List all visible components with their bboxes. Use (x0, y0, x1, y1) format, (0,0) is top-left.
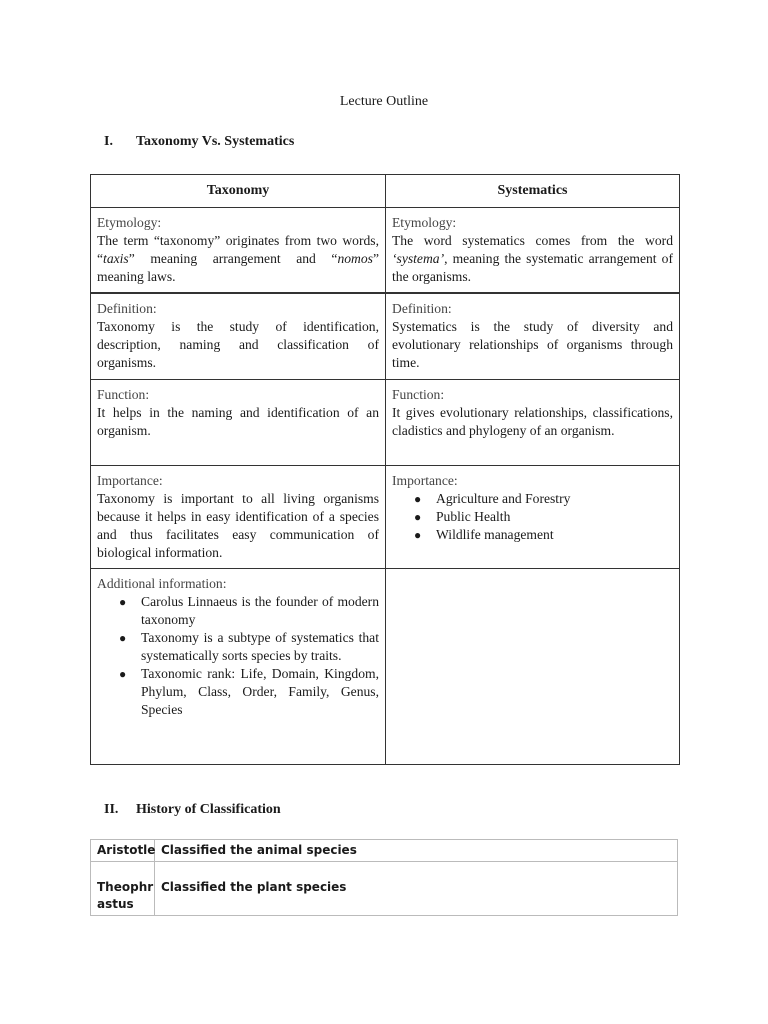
taxonomy-importance-cell (91, 465, 386, 568)
taxonomy-etymology-cell (91, 208, 386, 294)
table-row-etymology (91, 208, 680, 294)
table-row-definition (91, 293, 680, 379)
section-number: I. (104, 134, 113, 149)
table-row (91, 862, 678, 916)
cell-label: Importance: (97, 472, 163, 488)
page-title: Lecture Outline (339, 94, 429, 109)
cell-text: Taxonomy is the study of identification, description, naming and classification of organisms. (97, 319, 379, 370)
taxonomy-definition-cell (91, 293, 386, 379)
scientist-contribution: Classified the animal species (155, 840, 678, 862)
list-item: ● Carolus Linnaeus is the founder of modern taxonomy (141, 593, 379, 629)
systematics-importance-cell (386, 465, 680, 568)
comparison-table (90, 174, 680, 765)
list-item: ● Taxonomic rank: Life, Domain, Kingdom, Phylum, Class, Order, Family, Genus, Species (141, 665, 379, 719)
cell-text: The term “taxonomy” originates from two words, “taxis” meaning arrangement and “nomos” meaning laws. (97, 233, 379, 284)
systematics-definition-cell (386, 293, 680, 379)
table-row-function (91, 379, 680, 465)
list-item: ● Public Health (436, 508, 673, 526)
table-row-importance (91, 465, 680, 568)
list-item: ● Agriculture and Forestry (436, 490, 673, 508)
header-systematics: Systematics (386, 175, 680, 208)
cell-label: Definition: (392, 301, 452, 316)
table-header-row (91, 175, 680, 208)
cell-label: Importance: (392, 472, 458, 488)
systematics-etymology-cell (386, 208, 680, 294)
systematics-additional-cell (386, 568, 680, 764)
cell-label: Etymology: (392, 215, 457, 230)
cell-label: Function: (97, 386, 150, 402)
scientist-contribution: Classified the plant species (155, 862, 678, 916)
scientist-name: Aristotle (91, 840, 155, 862)
table-row (91, 840, 678, 862)
taxonomy-function-cell (91, 379, 386, 465)
importance-list (392, 490, 673, 544)
cell-label: Function: (392, 386, 445, 402)
cell-label: Additional information: (97, 575, 227, 591)
list-item: ● Taxonomy is a subtype of systematics that systematically sorts species by traits. (141, 629, 379, 665)
section-title: Taxonomy Vs. Systematics (136, 134, 295, 149)
history-table (90, 839, 678, 916)
table-row-additional (91, 568, 680, 764)
cell-text: Systematics is the study of diversity and evolutionary relationships of organisms through time. (392, 319, 673, 370)
taxonomy-additional-cell (91, 568, 386, 764)
cell-label: Definition: (97, 301, 157, 316)
cell-text: The word systematics comes from the word ‘systema’, meaning the systematic arrangement of the organisms. (392, 233, 673, 284)
systematics-function-cell (386, 379, 680, 465)
header-taxonomy: Taxonomy (91, 175, 386, 208)
section-number: II. (104, 802, 119, 817)
scientist-name: Theophr astus (91, 862, 155, 916)
section-title: History of Classification (136, 802, 281, 817)
cell-label: Etymology: (97, 215, 162, 230)
additional-list (97, 593, 379, 719)
cell-text: It helps in the naming and identification of an organism. (97, 404, 379, 438)
list-item: ● Wildlife management (436, 526, 673, 544)
section-heading-taxonomy-vs-systematics (104, 133, 294, 151)
cell-text: It gives evolutionary relationships, classifications, cladistics and phylogeny of an organism. (392, 404, 673, 438)
section-heading-history (104, 801, 281, 819)
cell-text: Taxonomy is important to all living organisms because it helps in easy identification of a species and thus facilitates easy communication of biological information. (97, 490, 379, 560)
